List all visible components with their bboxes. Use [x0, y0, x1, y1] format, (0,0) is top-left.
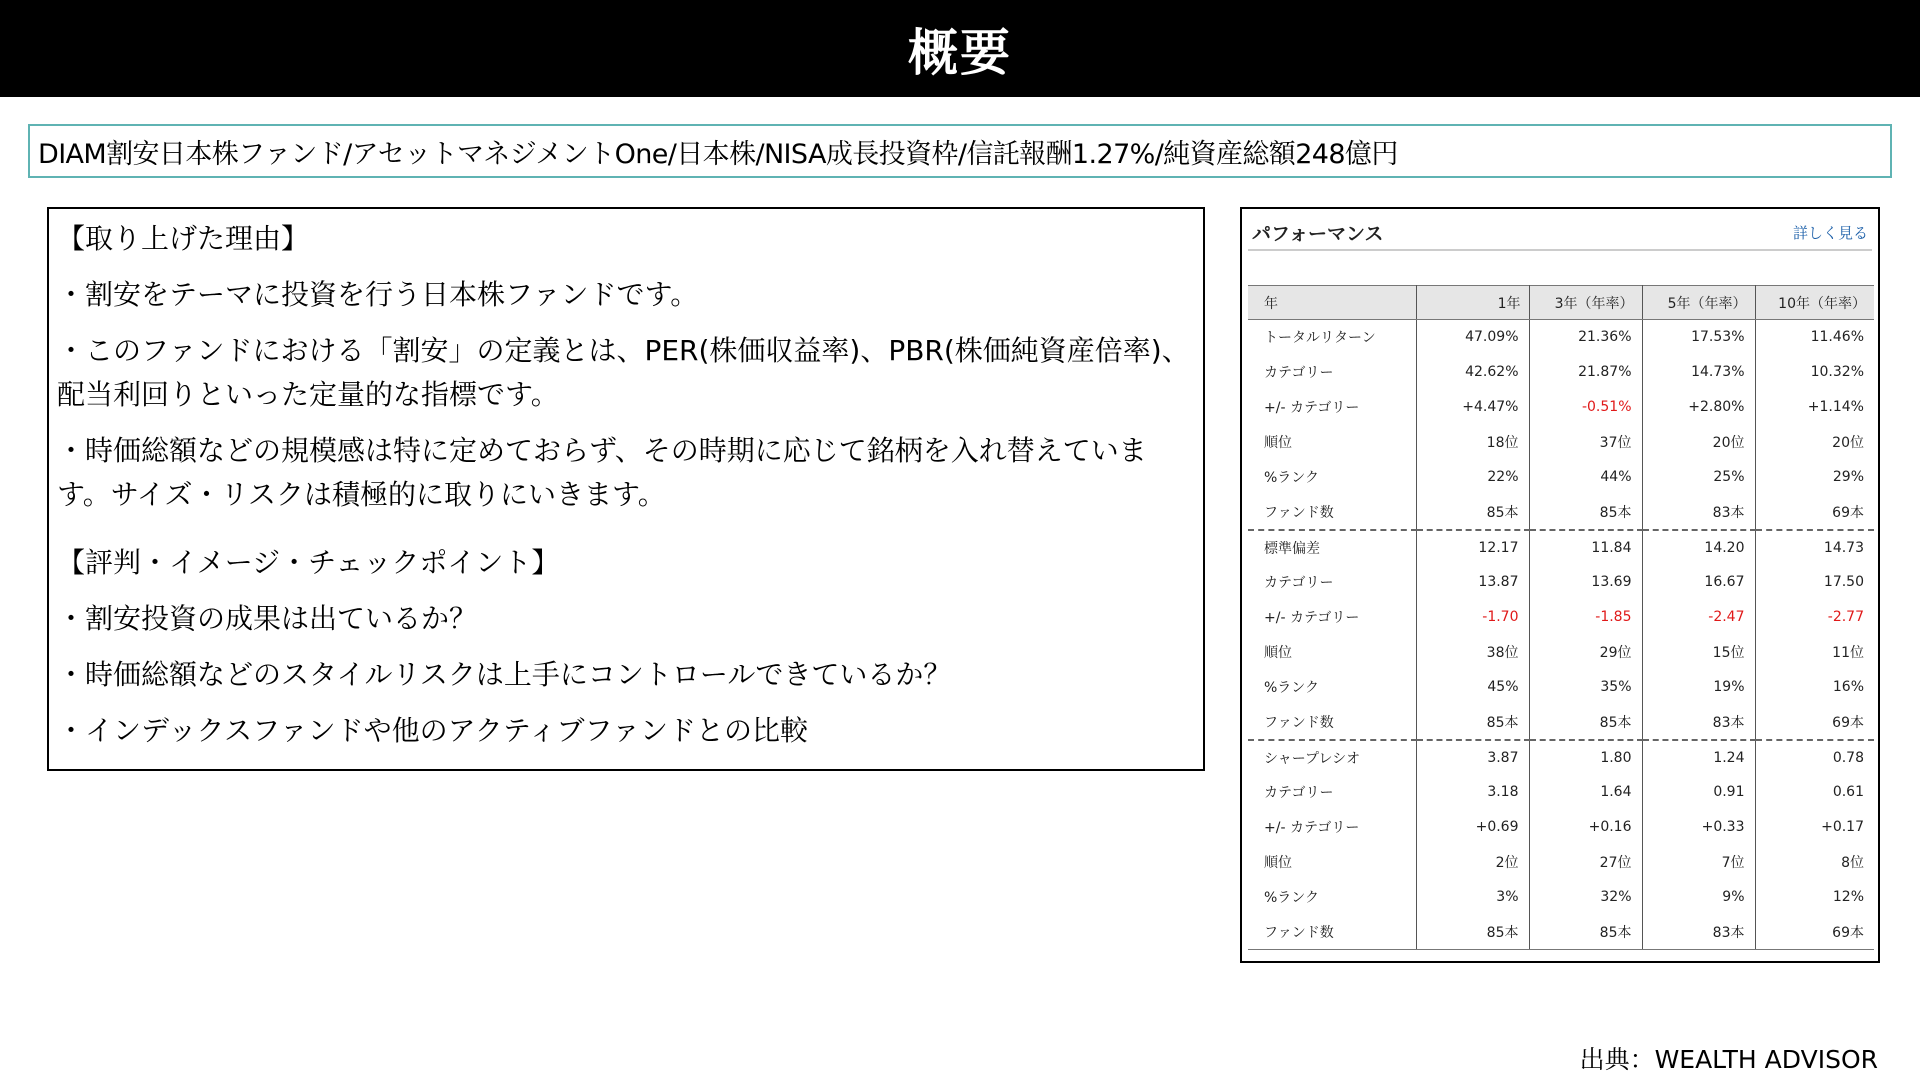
row-label: 順位 — [1248, 635, 1416, 670]
table-cell: 16.67 — [1642, 565, 1755, 600]
table-cell: 1.80 — [1529, 740, 1642, 775]
source-credit: 出典：WEALTH ADVISOR — [1579, 1045, 1878, 1074]
table-cell: 21.87% — [1529, 355, 1642, 390]
table-row — [1248, 320, 1874, 355]
row-label: ファンド数 — [1248, 705, 1416, 740]
table-row — [1248, 390, 1874, 425]
table-cell: 8位 — [1841, 855, 1864, 871]
table-row — [1248, 670, 1874, 705]
table-row — [1248, 810, 1874, 845]
table-cell: 3% — [1416, 880, 1529, 915]
table-cell: 44% — [1529, 460, 1642, 495]
table-cell: 2位 — [1416, 845, 1529, 880]
table-cell: 83本 — [1642, 705, 1755, 740]
table-cell: +0.33 — [1642, 810, 1755, 845]
table-row — [1248, 705, 1874, 740]
column-header: 1年 — [1416, 286, 1529, 320]
table-cell: 37位 — [1529, 425, 1642, 460]
table-cell: +0.69 — [1416, 810, 1529, 845]
performance-table — [1248, 285, 1874, 950]
table-cell: 85本 — [1529, 705, 1642, 740]
table-row — [1248, 635, 1874, 670]
row-label: 順位 — [1248, 845, 1416, 880]
table-cell: 12% — [1832, 889, 1864, 905]
table-cell: 18位 — [1416, 425, 1529, 460]
checkpoint-item: ・時価総額などのスタイルリスクは上手にコントロールできているか？ — [57, 658, 952, 691]
table-cell: -2.77 — [1827, 609, 1864, 625]
table-cell: 38位 — [1416, 635, 1529, 670]
table-row — [1248, 775, 1874, 810]
table-row — [1248, 740, 1874, 775]
column-header: 年 — [1248, 286, 1416, 320]
reason-item: ・割安をテーマに投資を行う日本株ファンドです。 — [57, 278, 699, 311]
table-cell: +2.80% — [1642, 390, 1755, 425]
row-label: %ランク — [1248, 880, 1416, 915]
row-label: +/- カテゴリー — [1248, 600, 1416, 635]
table-cell: 25% — [1642, 460, 1755, 495]
table-cell: 21.36% — [1529, 320, 1642, 355]
table-cell: -2.47 — [1642, 600, 1755, 635]
performance-title: パフォーマンス — [1252, 222, 1384, 245]
table-cell: 14.20 — [1642, 530, 1755, 565]
table-row — [1248, 600, 1874, 635]
table-cell: 1.64 — [1529, 775, 1642, 810]
table-cell: 69本 — [1832, 504, 1864, 521]
title-bar — [0, 0, 1920, 97]
column-header: 10年（年率） — [1755, 286, 1874, 320]
table-cell: 0.78 — [1755, 740, 1874, 775]
checkpoints-heading: 【評判・イメージ・チェックポイント】 — [57, 546, 560, 579]
fund-summary-text: DIAM割安日本株ファンド/アセットマネジメントOne/日本株/NISA成長投資枠/信託報酬1.27%/純資産総額248億円 — [38, 138, 1398, 170]
row-label: %ランク — [1248, 670, 1416, 705]
table-cell: 13.87 — [1416, 565, 1529, 600]
table-cell: -0.51% — [1529, 390, 1642, 425]
table-cell: +0.17 — [1821, 819, 1864, 835]
table-cell: 9% — [1642, 880, 1755, 915]
row-label: カテゴリー — [1248, 355, 1416, 390]
checkpoint-item: ・割安投資の成果は出ているか？ — [57, 602, 478, 635]
column-header: 3年（年率） — [1529, 286, 1642, 320]
commentary-box — [47, 207, 1205, 771]
table-cell: 42.62% — [1416, 355, 1529, 390]
performance-table-body — [1248, 320, 1874, 950]
table-cell: 83本 — [1642, 495, 1755, 530]
table-cell: -1.70 — [1416, 600, 1529, 635]
details-link[interactable]: 詳しく見る — [1792, 223, 1868, 242]
row-label: +/- カテゴリー — [1248, 390, 1416, 425]
row-label: カテゴリー — [1248, 565, 1416, 600]
table-cell: +1.14% — [1807, 399, 1864, 415]
table-cell: +4.47% — [1416, 390, 1529, 425]
table-row — [1248, 495, 1874, 530]
fund-summary-box — [28, 124, 1892, 178]
table-cell: 11.84 — [1529, 530, 1642, 565]
table-row — [1248, 460, 1874, 495]
reason-item: ・このファンドにおける「割安」の定義とは、PER(株価収益率)、PBR(株価純資産倍率)、配当利回りといった定量的な指標です。 — [57, 334, 1190, 411]
table-cell: 7位 — [1642, 845, 1755, 880]
table-row — [1248, 565, 1874, 600]
table-cell: 13.69 — [1529, 565, 1642, 600]
table-cell: 29% — [1832, 469, 1864, 485]
table-row — [1248, 355, 1874, 390]
table-cell: 11位 — [1832, 645, 1864, 661]
table-cell: 1.24 — [1642, 740, 1755, 775]
table-row — [1248, 845, 1874, 880]
table-cell: 35% — [1529, 670, 1642, 705]
table-row — [1248, 915, 1874, 950]
table-cell: 85本 — [1416, 705, 1529, 740]
row-label: +/- カテゴリー — [1248, 810, 1416, 845]
table-cell: 15位 — [1642, 635, 1755, 670]
table-cell: 14.73% — [1642, 355, 1755, 390]
row-label: 順位 — [1248, 425, 1416, 460]
performance-panel — [1240, 207, 1880, 963]
column-header: 5年（年率） — [1642, 286, 1755, 320]
table-cell: 20位 — [1832, 435, 1864, 451]
table-cell: 27位 — [1529, 845, 1642, 880]
table-cell: 0.91 — [1642, 775, 1755, 810]
table-cell: 3.18 — [1416, 775, 1529, 810]
table-cell: 12.17 — [1416, 530, 1529, 565]
table-cell: 16% — [1832, 679, 1864, 695]
row-label: シャープレシオ — [1248, 740, 1416, 775]
table-cell: 85本 — [1529, 915, 1642, 950]
reason-item: ・時価総額などの規模感は特に定めておらず、その時期に応じて銘柄を入れ替えています。サイズ・リスクは積極的に取りにいきます。 — [57, 434, 1147, 511]
table-row — [1248, 880, 1874, 915]
table-row — [1248, 425, 1874, 460]
table-cell: 10.32% — [1810, 364, 1864, 380]
table-cell: 83本 — [1642, 915, 1755, 950]
page-title: 概要 — [908, 23, 1012, 82]
table-cell: 69本 — [1755, 915, 1874, 950]
table-header-row — [1248, 286, 1874, 320]
table-cell: 0.61 — [1832, 784, 1864, 800]
table-cell: 32% — [1529, 880, 1642, 915]
row-label: ファンド数 — [1248, 495, 1416, 530]
row-label: ファンド数 — [1248, 915, 1416, 950]
row-label: カテゴリー — [1248, 775, 1416, 810]
table-cell: 17.50 — [1823, 574, 1864, 590]
table-cell: 22% — [1416, 460, 1529, 495]
table-cell: 45% — [1416, 670, 1529, 705]
table-cell: +0.16 — [1529, 810, 1642, 845]
table-cell: 85本 — [1529, 495, 1642, 530]
table-row — [1248, 530, 1874, 565]
table-cell: 11.46% — [1810, 329, 1864, 346]
row-label: トータルリターン — [1248, 320, 1416, 355]
table-cell: 19% — [1642, 670, 1755, 705]
row-label: %ランク — [1248, 460, 1416, 495]
checkpoint-item: ・インデックスファンドや他のアクティブファンドとの比較 — [57, 714, 808, 747]
table-cell: 29位 — [1529, 635, 1642, 670]
row-label: 標準偏差 — [1248, 530, 1416, 565]
table-cell: 17.53% — [1642, 320, 1755, 355]
reasons-heading: 【取り上げた理由】 — [57, 222, 310, 255]
table-cell: 3.87 — [1416, 740, 1529, 775]
table-cell: -1.85 — [1529, 600, 1642, 635]
table-cell: 69本 — [1832, 714, 1864, 731]
table-cell: 20位 — [1642, 425, 1755, 460]
table-cell: 47.09% — [1416, 320, 1529, 355]
table-cell: 85本 — [1416, 915, 1529, 950]
performance-header — [1248, 215, 1872, 251]
table-cell: 85本 — [1416, 495, 1529, 530]
table-cell: 14.73 — [1755, 530, 1874, 565]
